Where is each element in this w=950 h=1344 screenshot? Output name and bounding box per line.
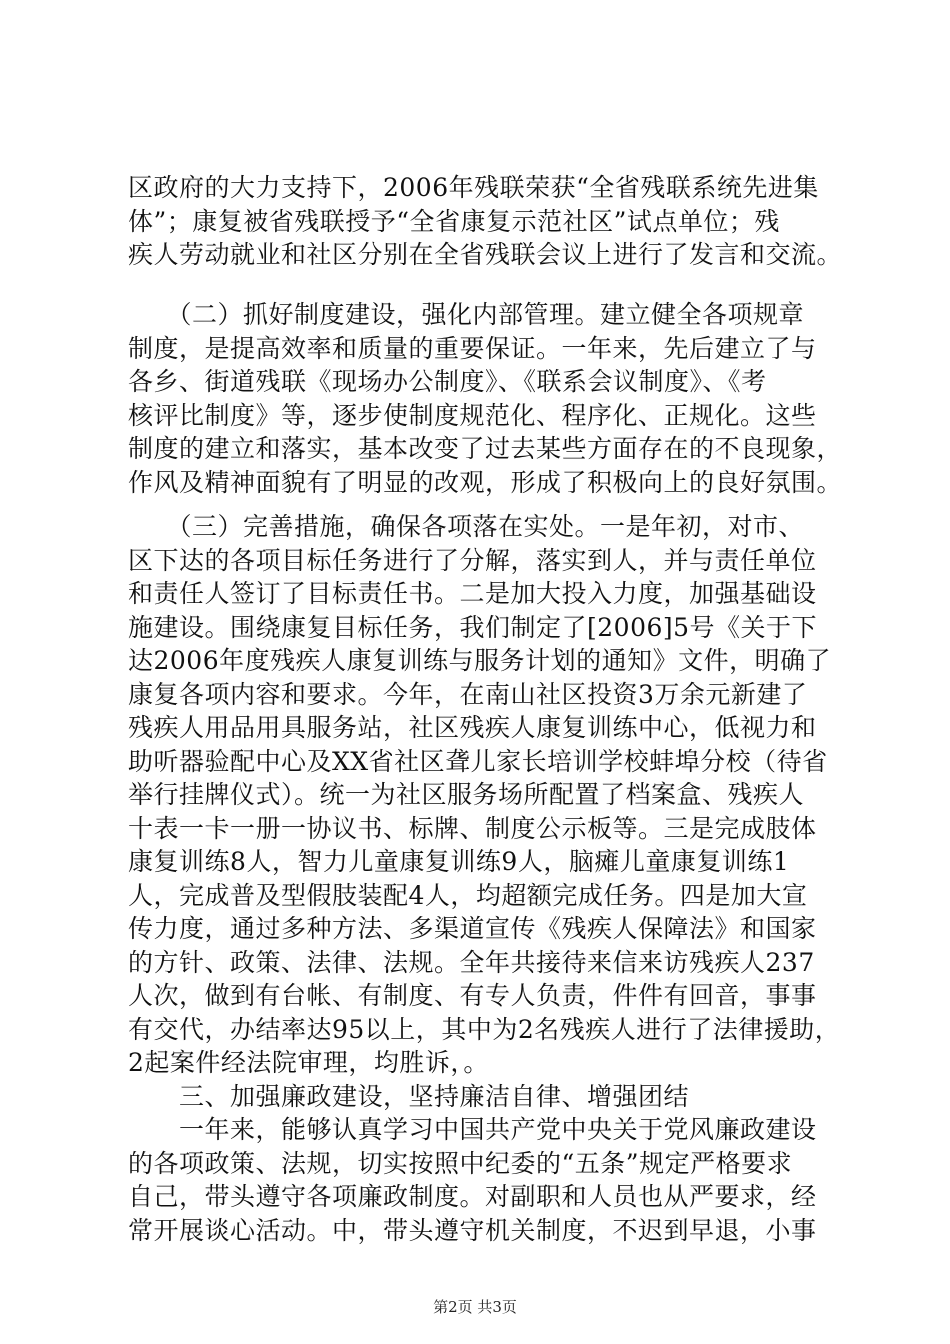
text-line: （二）抓好制度建设，强化内部管理。建立健全各项规章: [128, 300, 805, 329]
text-line: 疾人劳动就业和社区分别在全省残联会议上进行了发言和交流。: [128, 240, 843, 269]
text-line: 残疾人用品用具服务站，社区残疾人康复训练中心，低视力和: [128, 713, 817, 742]
text-line: 和责任人签订了目标责任书。二是加大投入力度，加强基础设: [128, 579, 817, 608]
text-line: 区政府的大力支持下，2006年残联荣获“全省残联系统先进集: [128, 173, 819, 202]
text-line: 自己，带头遵守各项廉政制度。对副职和人员也从严要求，经: [128, 1182, 817, 1211]
paragraph-section-3: [128, 510, 841, 1247]
text-line: 传力度，通过多种方法、多渠道宣传《残疾人保障法》和国家: [128, 914, 817, 943]
section-heading: 三、加强廉政建设，坚持廉洁自律、增强团结: [128, 1081, 690, 1111]
paragraph-section-2: [128, 298, 843, 499]
text-line: 体”；康复被省残联授予“全省康复示范社区”试点单位；残: [128, 206, 780, 236]
text-line: 制度的建立和落实，基本改变了过去某些方面存在的不良现象，: [128, 434, 843, 463]
text-line: 各乡、街道残联《现场办公制度》、《联系会议制度》、《考: [128, 367, 767, 396]
text-line: 有交代，办结率达95以上，其中为2名残疾人进行了法律援助，: [128, 1014, 841, 1044]
text-line: 举行挂牌仪式）。统一为社区服务场所配置了档案盒、残疾人: [128, 780, 805, 809]
text-line: 2起案件经法院审理，均胜诉，。: [128, 1048, 489, 1077]
text-line: 施建设。围绕康复目标任务，我们制定了[2006]5号《关于下: [128, 612, 818, 642]
text-line: 人，完成普及型假肢装配4人，均超额完成任务。四是加大宣: [128, 880, 808, 910]
text-line: 核评比制度》等，逐步使制度规范化、程序化、正规化。这些: [128, 400, 817, 430]
text-line: 制度，是提高效率和质量的重要保证。一年来，先后建立了与: [128, 333, 817, 363]
text-line: 区下达的各项目标任务进行了分解，落实到人，并与责任单位: [128, 545, 817, 575]
text-line: （三）完善措施，确保各项落在实处。一是年初，对市、: [128, 512, 805, 541]
text-line: 一年来，能够认真学习中国共产党中央关于党风廉政建设: [128, 1115, 817, 1144]
text-line: 十表一卡一册一协议书、标牌、制度公示板等。三是完成肢体: [128, 813, 817, 843]
page-number-footer: 第2页 共3页: [433, 1298, 517, 1316]
text-line: 人次，做到有台帐、有制度、有专人负责，件件有回音，事事: [128, 981, 817, 1010]
text-line: 康复各项内容和要求。今年，在南山社区投资3万余元新建了: [128, 679, 808, 709]
text-line: 常开展谈心活动。中，带头遵守机关制度，不迟到早退，小事: [128, 1215, 817, 1245]
text-line: 的方针、政策、法律、法规。全年共接待来信来访残疾人237: [128, 947, 815, 977]
text-line: 的各项政策、法规，切实按照中纪委的“五条”规定严格要求: [128, 1148, 793, 1178]
text-line: 康复训练8人，智力儿童康复训练9人，脑瘫儿童康复训练1: [128, 847, 790, 876]
text-line: 作风及精神面貌有了明显的改观，形成了积极向上的良好氛围。: [128, 467, 843, 497]
text-line: 助听器验配中心及XX省社区聋儿家长培训学校蚌埠分校（待省: [128, 746, 828, 776]
paragraph-intro: [128, 171, 843, 272]
text-line: 达2006年度残疾人康复训练与服务计划的通知》文件，明确了: [128, 646, 832, 675]
